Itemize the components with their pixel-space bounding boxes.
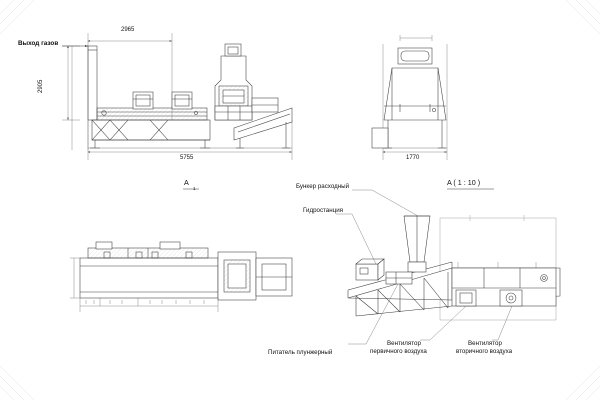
callout-secondary-fan-line2: вторичного воздуха bbox=[456, 348, 513, 355]
iso-furnace-body bbox=[452, 268, 556, 306]
plan-furnace-block bbox=[218, 252, 292, 300]
iso-hopper bbox=[404, 216, 430, 272]
view-isometric-assembly bbox=[336, 190, 560, 344]
side-top-unit bbox=[398, 48, 432, 64]
iso-top-ticks bbox=[458, 262, 536, 268]
dimension-2965: 2965 bbox=[121, 27, 135, 33]
front-module-b bbox=[172, 92, 192, 109]
front-module-a bbox=[133, 92, 153, 109]
iso-plunger-feeder bbox=[386, 272, 412, 284]
iso-hydrostation bbox=[356, 259, 384, 280]
callout-plunger-feeder: Питатель плунжерный bbox=[268, 349, 333, 356]
callout-secondary-fan-line1: Вентилятор bbox=[468, 340, 502, 347]
front-furnace-tower bbox=[215, 44, 252, 120]
view-side-elevation bbox=[372, 35, 447, 160]
side-legs bbox=[383, 120, 447, 148]
callout-hydrostation: Гидростанция bbox=[303, 207, 344, 214]
view-name-side: A ( 1 : 10 ) bbox=[447, 178, 481, 187]
front-frame-truss bbox=[90, 120, 210, 148]
dimension-1770: 1770 bbox=[406, 155, 420, 161]
dimension-5755: 5755 bbox=[180, 155, 194, 161]
plan-tick-row bbox=[86, 300, 204, 304]
callout-primary-fan-line2: первичного воздуха bbox=[370, 348, 427, 355]
view-front-elevation bbox=[62, 33, 292, 160]
view-plan bbox=[70, 242, 292, 312]
label-gas-outlet: Выход газов bbox=[18, 40, 59, 47]
callout-hopper: Бункер расходный bbox=[296, 183, 350, 190]
view-name-front-sub: 1 bbox=[193, 186, 196, 191]
dimension-2905: 2905 bbox=[38, 79, 44, 93]
view-name-front: A bbox=[184, 178, 189, 187]
callout-primary-fan-line1: Вентилятор bbox=[387, 340, 421, 347]
